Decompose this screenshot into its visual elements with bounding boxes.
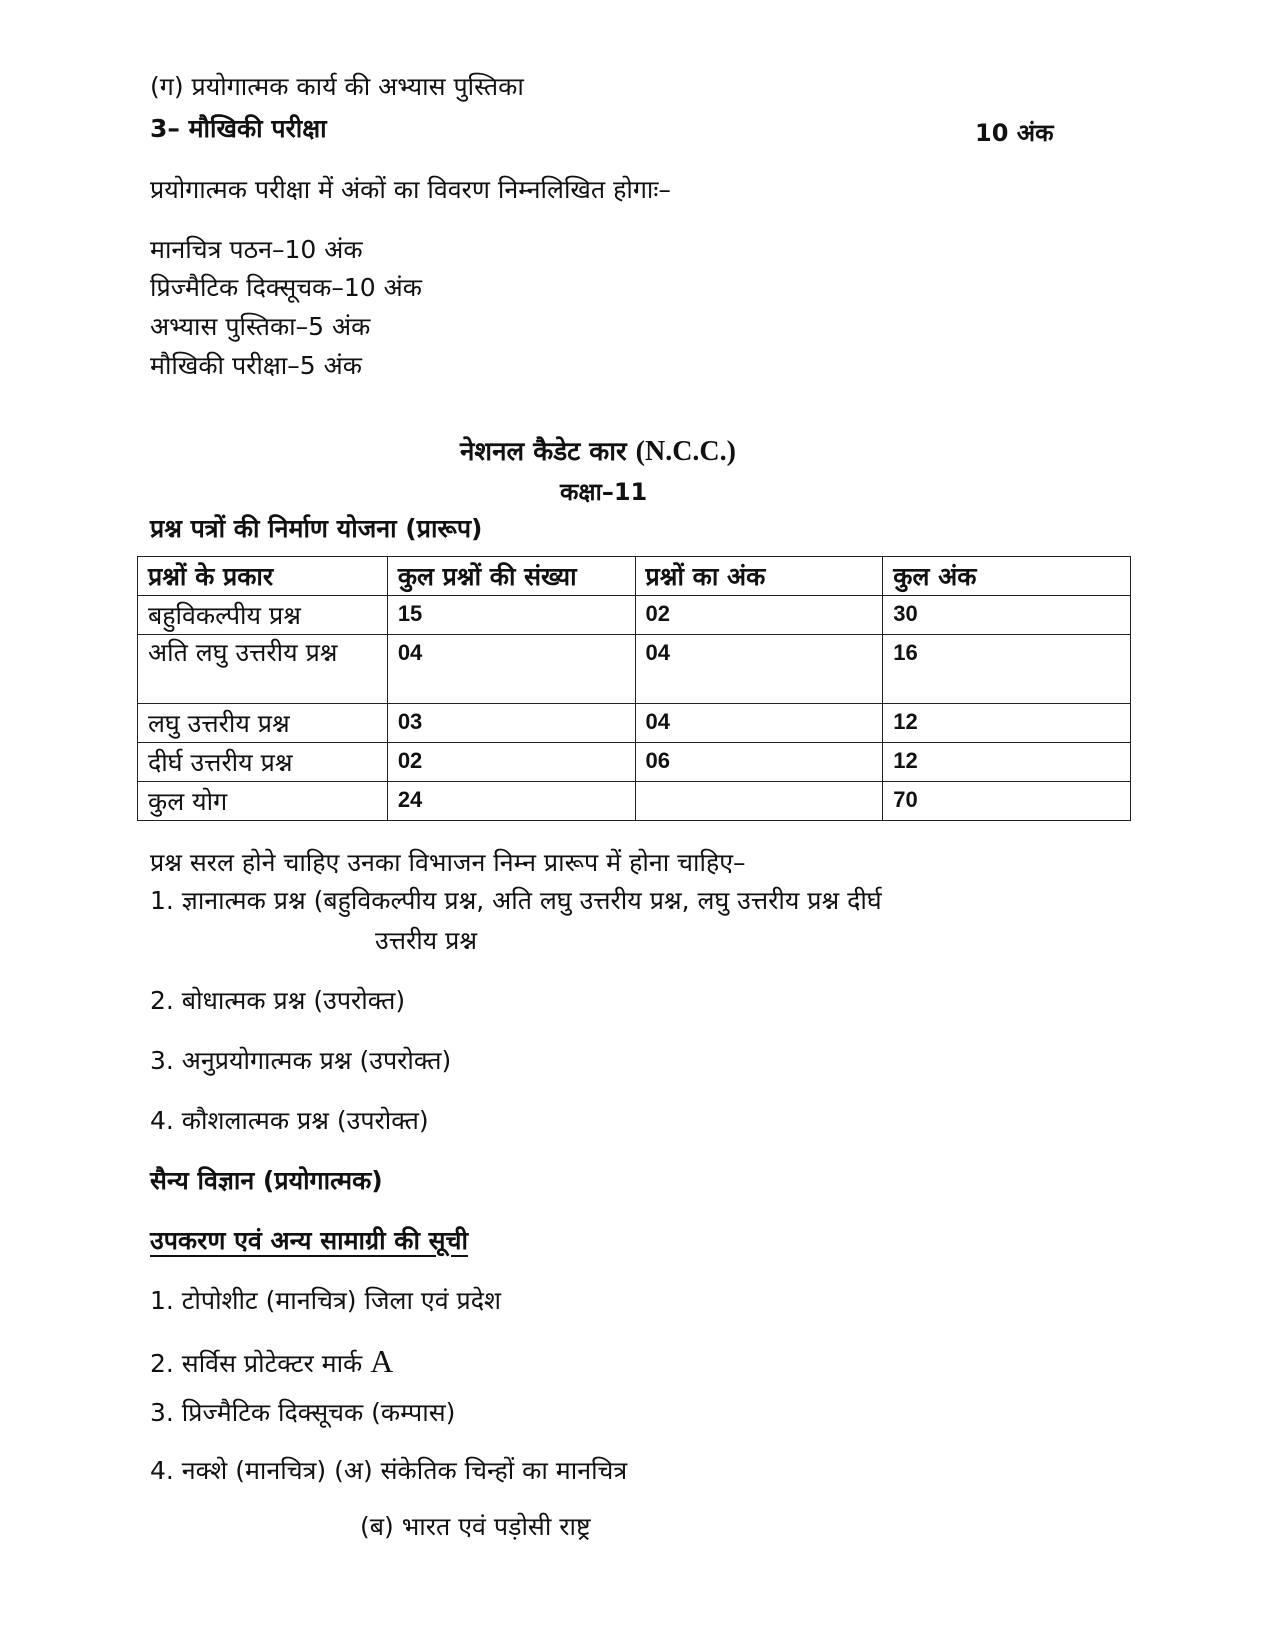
- division-item-4: 4. कौशलात्मक प्रश्न (उपरोक्त): [150, 1106, 429, 1135]
- class-label: कक्षा–11: [560, 478, 648, 506]
- table-cell: 16: [883, 635, 1131, 704]
- table-cell: 04: [387, 635, 635, 704]
- division-item-1-continued: उत्तरीय प्रश्न: [375, 926, 478, 955]
- division-item-2: 2. बोधात्मक प्रश्न (उपरोक्त): [150, 986, 406, 1015]
- oral-exam-marks: 10 अंक: [975, 119, 1054, 147]
- column-header: कुल प्रश्नों की संख्या: [387, 557, 635, 596]
- equipment-item-2: [150, 1342, 393, 1380]
- table-cell: 30: [883, 596, 1131, 635]
- table-row: [138, 704, 1131, 743]
- table-cell: दीर्घ उत्तरीय प्रश्न: [138, 743, 388, 782]
- table-cell: 03: [387, 704, 635, 743]
- table-cell: 02: [635, 596, 883, 635]
- table-row: [138, 596, 1131, 635]
- breakdown-item: प्रिज्मैटिक दिक्सूचक–10 अंक: [150, 273, 422, 302]
- table-cell: कुल योग: [138, 782, 388, 821]
- section-title-abbr: (N.C.C.): [635, 436, 736, 467]
- table-cell: अति लघु उत्तरीय प्रश्न: [138, 635, 388, 704]
- column-header: कुल अंक: [883, 557, 1131, 596]
- table-cell: बहुविकल्पीय प्रश्न: [138, 596, 388, 635]
- table-cell: 70: [883, 782, 1131, 821]
- table-cell: 24: [387, 782, 635, 821]
- table-cell: लघु उत्तरीय प्रश्न: [138, 704, 388, 743]
- division-intro: प्रश्न सरल होने चाहिए उनका विभाजन निम्न प्रारूप में होना चाहिए–: [150, 848, 746, 877]
- equipment-item-2-text: 2. सर्विस प्रोटेक्टर मार्क: [150, 1349, 363, 1378]
- table-header-row: [138, 557, 1131, 596]
- section-title-text: नेशनल कैडेट कार: [460, 437, 627, 467]
- division-item-1: 1. ज्ञानात्मक प्रश्न (बहुविकल्पीय प्रश्न, अति लघु उत्तरीय प्रश्न, लघु उत्तरीय प्रश्न दीर्घ: [150, 886, 882, 915]
- equipment-item-2-mark: A: [370, 1343, 394, 1379]
- equipment-list-heading: उपकरण एवं अन्य सामाग्री की सूची: [150, 1226, 468, 1255]
- item-ga: (ग) प्रयोगात्मक कार्य की अभ्यास पुस्तिका: [150, 72, 524, 101]
- table-cell: 04: [635, 704, 883, 743]
- column-header: प्रश्नों का अंक: [635, 557, 883, 596]
- equipment-item-1: 1. टोपोशीट (मानचित्र) जिला एवं प्रदेश: [150, 1286, 502, 1315]
- marks-intro: प्रयोगात्मक परीक्षा में अंकों का विवरण निम्नलिखित होगाः–: [150, 175, 671, 204]
- equipment-item-4-b: (ब) भारत एवं पड़ोसी राष्ट्र: [360, 1512, 591, 1541]
- breakdown-item: अभ्यास पुस्तिका–5 अंक: [150, 312, 371, 341]
- table-cell: [635, 782, 883, 821]
- division-item-3: 3. अनुप्रयोगात्मक प्रश्न (उपरोक्त): [150, 1046, 452, 1075]
- table-row: [138, 782, 1131, 821]
- oral-exam-heading: 3– मौखिकी परीक्षा: [150, 114, 327, 143]
- column-header: प्रश्नों के प्रकार: [138, 557, 388, 596]
- table-cell: 12: [883, 743, 1131, 782]
- section-title: [460, 432, 736, 468]
- table-cell: 04: [635, 635, 883, 704]
- table-cell: 02: [387, 743, 635, 782]
- table-row: [138, 743, 1131, 782]
- blueprint-table: [137, 556, 1131, 821]
- breakdown-item: मानचित्र पठन–10 अंक: [150, 235, 363, 264]
- breakdown-item: मौखिकी परीक्षा–5 अंक: [150, 351, 362, 380]
- table-cell: 15: [387, 596, 635, 635]
- practical-heading: सैन्य विज्ञान (प्रयोगात्मक): [150, 1166, 383, 1195]
- table-row: [138, 635, 1131, 704]
- table-cell: 06: [635, 743, 883, 782]
- table-cell: 12: [883, 704, 1131, 743]
- equipment-item-3: 3. प्रिज्मैटिक दिक्सूचक (कम्पास): [150, 1398, 456, 1427]
- blueprint-heading: प्रश्न पत्रों की निर्माण योजना (प्रारूप): [150, 514, 483, 543]
- equipment-item-4: 4. नक्शे (मानचित्र) (अ) संकेतिक चिन्हों का मानचित्र: [150, 1456, 628, 1485]
